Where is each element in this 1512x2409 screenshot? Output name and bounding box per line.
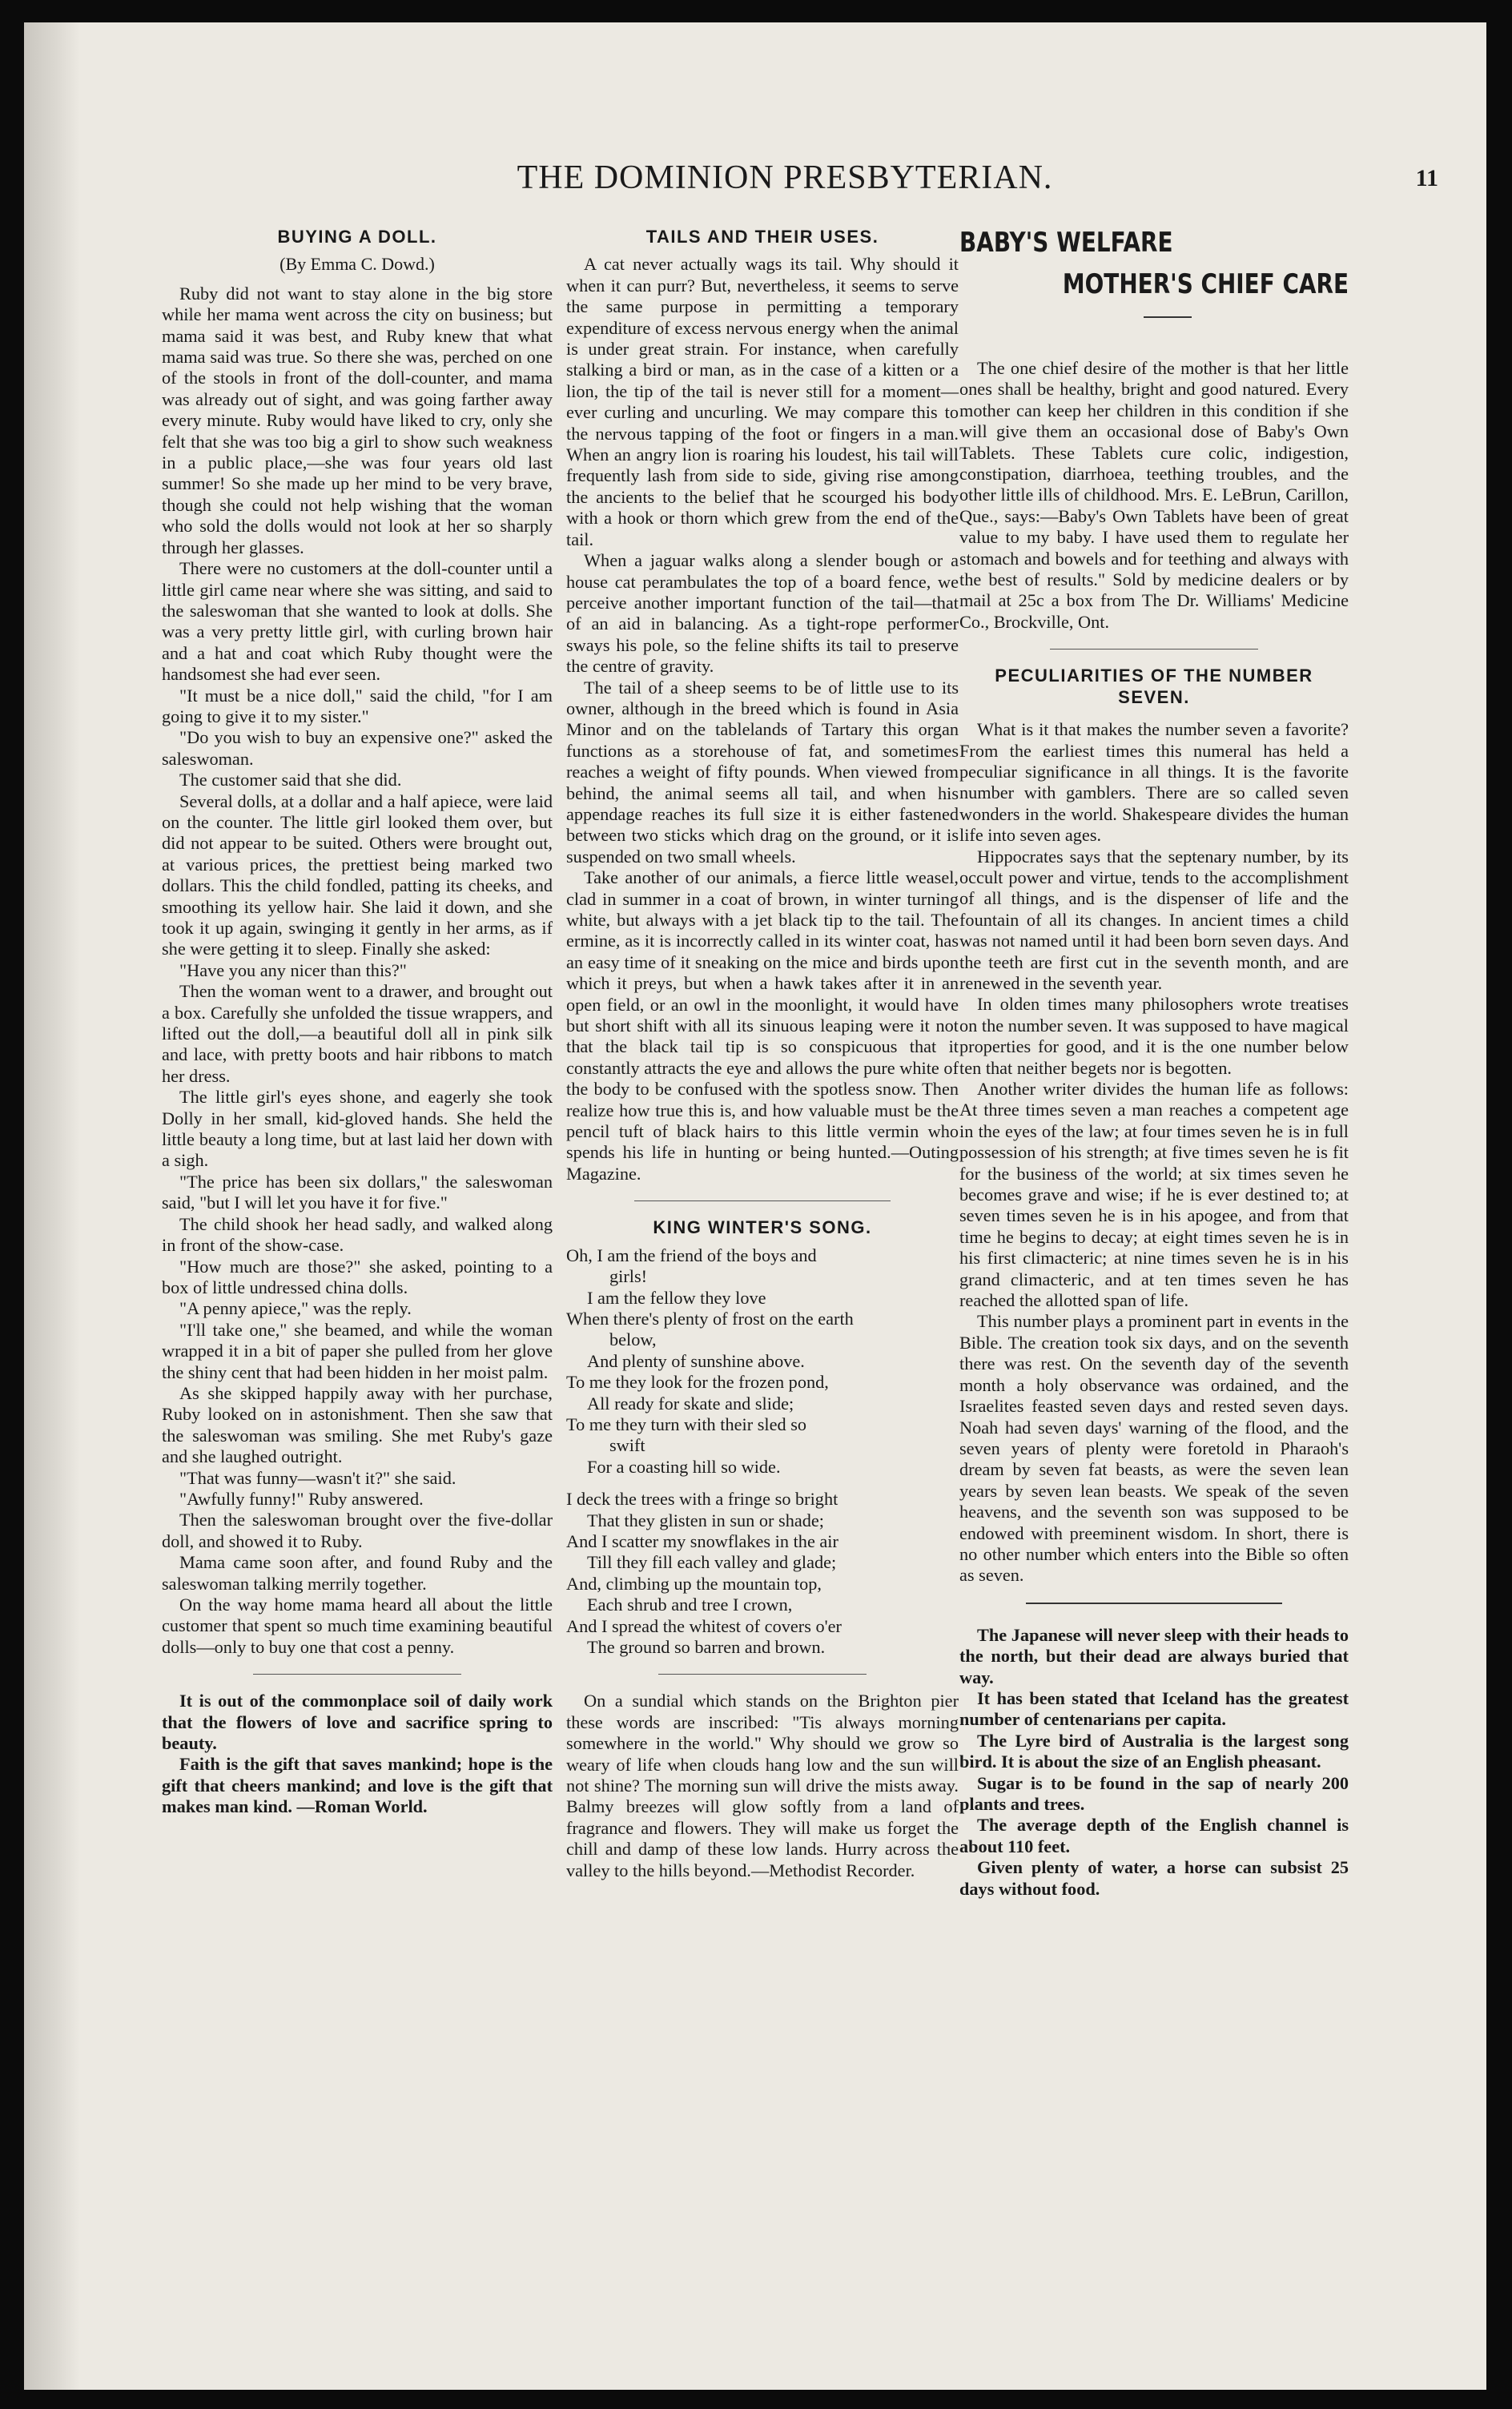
poem-line: And I spread the whitest of covers o'er xyxy=(566,1615,842,1636)
paragraph: A cat never actually wags its tail. Why should it when it can purr? But, nevertheless, it seems to serve the same purpose in permitting a temporary expenditure of excess nervous energy when the animal is under great strain. For instance, when carefully stalking a bird or man, as in the case of a kitten or a lion, the tip of the tail is never still for a moment—ever curling and uncurling. We may compare this to the nervous tapping of the foot or fingers in a man. When an angry lion is roaring his loudest, his tail will frequently lash from side to side, giving rise among the ancients to the belief that he scourged his body with a hook or thorn which grew from the end of the tail. xyxy=(566,254,959,549)
paragraph: Then the saleswoman brought over the five-dollar doll, and showed it to Ruby. xyxy=(162,1510,553,1551)
paragraph: This number plays a prominent part in events in the Bible. The creation took six days, and on the seventh there was rest. On the seventh day of the seventh month a holy observance was ordained, and the Israelites feasted seven days and rested seven days. Noah had seven days' warning of the flood, and the seven years of plenty were foretold in Pharaoh's dream by seven fat beasts, as were the seven lean years by seven lean beasts. We speak of the seven heavens, and the seventh son was supposed to be endowed with preeminent wisdom. In short, there is no other number which enters into the Bible so often as seven. xyxy=(959,1311,1349,1586)
paragraph: The customer said that she did. xyxy=(179,770,402,790)
divider xyxy=(658,1674,867,1675)
poem-line: And, climbing up the mountain top, xyxy=(566,1573,822,1594)
poem-line: When there's plenty of frost on the earth xyxy=(566,1308,854,1329)
paragraph: Given plenty of water, a horse can subsist 25 days without food. xyxy=(959,1857,1349,1899)
paragraph: "How much are those?" she asked, pointing to a box of little undressed china dolls. xyxy=(162,1256,553,1297)
poem-line: And I scatter my snowflakes in the air xyxy=(566,1530,838,1551)
paragraph: Several dolls, at a dollar and a half apiece, were laid on the counter. The little girl looked them over, but did not appear to be suited. Others were brought out, at various prices, the prettiest being marked two dollars. This the child fondled, patting its cheeks, and smoothing its yellow hair. She laid it down, and she took it up again, swinging it gently in her arms, as if she were getting it to sleep. Finally she asked: xyxy=(162,790,553,959)
page-number: 11 xyxy=(1415,165,1438,191)
newspaper-page xyxy=(24,22,1486,2390)
column-baby-and-seven xyxy=(959,227,1349,1900)
paragraph: Another writer divides the human life as follows: At three times seven a man reaches a competent age in the eyes of the law; at four times seven he is in full possession of his strength; at five times seven he is fit for the business of the world; at six times seven he becomes grave and wise; if he is ever destined to; at seven times seven he is in his apogee, and from that time he begins to decay; at eight times seven he is in his first climacteric; at nine times seven he is in his grand climacteric, and at ten times seven he has reached the allotted span of life. xyxy=(959,1079,1349,1311)
closing-quotes xyxy=(162,1691,553,1817)
page-header-title: THE DOMINION PRESBYTERIAN. xyxy=(517,159,1053,196)
paragraph: Ruby did not want to stay alone in the big store while her mama went across the city on business; but mama said it was best, and Ruby knew that what mama said was true. So there she was, perched on one of the stools in front of the doll-counter, and mama was already out of sight, and was going farther away every minute. Ruby would have liked to cry, only she felt that she was too big a girl to show such weakness in a public place,—she was four years old last summer! So she made up her mind to be very brave, though she could not help wishing that the woman who sold the dolls would not look at her so sharply through her glasses. xyxy=(162,283,553,557)
divider xyxy=(1050,649,1258,650)
paragraph: It is out of the commonplace soil of daily work that the flowers of love and sacrifice spring to beauty. xyxy=(162,1691,553,1754)
article-body xyxy=(566,254,959,1184)
sundial-paragraph: On a sundial which stands on the Brighton pier these words are inscribed: "Tis always morning somewhere in the world." Why should we grow so weary of life when clouds hang low and the sun will not shine? The morning sun will drive the mists away. Balmy breezes will glow softly from a land of fragrance and flowers. They will make us forget the chill and damp of these low lands. Hurry across the valley to the hills beyond.—Methodist Recorder. xyxy=(566,1691,959,1880)
paragraph: The tail of a sheep seems to be of little use to its owner, although in the breed which is found in Asia Minor and on the tablelands of Tartary this organ functions as a storehouse of fat, and sometimes reaches a weight of fifty pounds. When viewed from behind, the animal seems all tail, and when his appendage reaches its full size it is either fastened between two sticks which drag on the ground, or it is suspended on two small wheels. xyxy=(566,677,959,867)
poem-line: girls! xyxy=(609,1266,648,1287)
paragraph: Hippocrates says that the septenary number, by its occult power and virtue, tends to the accomplishment of all things, and is the dispenser of life and the fountain of all its changes. In ancient times a child was not named until it had been born seven days. And the teeth are first cut in the seventh month, and are renewed in the seventh year. xyxy=(959,846,1349,993)
poem-title: KING WINTER'S SONG. xyxy=(653,1217,872,1238)
divider xyxy=(253,1674,461,1675)
page-binding-edge xyxy=(24,22,80,2390)
poem-line: To me they look for the frozen pond, xyxy=(566,1372,829,1393)
poem-line: swift xyxy=(609,1435,645,1456)
paragraph: "Do you wish to buy an expensive one?" asked the saleswoman. xyxy=(162,727,553,769)
paragraph: "A penny apiece," was the reply. xyxy=(179,1298,412,1319)
divider xyxy=(634,1200,891,1201)
paragraph: "It must be a nice doll," said the child, "for I am going to give it to my sister." xyxy=(162,685,553,726)
poem-line: Oh, I am the friend of the boys and xyxy=(566,1245,817,1265)
paragraph: What is it that makes the number seven a favorite? From the earliest times this numeral has held a peculiar significance in all things. It is the favorite number with gamblers. There are so called seven wonders in the world. Shakespeare divides the human life into seven ages. xyxy=(959,719,1349,846)
poem-line: Each shrub and tree I crown, xyxy=(587,1595,793,1615)
article-title: PECULIARITIES OF THE NUMBER SEVEN. xyxy=(995,666,1313,707)
paragraph: There were no customers at the doll-counter until a little girl came near where she was sitting, and said to the saleswoman that she wanted to look at dolls. She was a very pretty little girl, with curling brown hair and a hat and coat which Ruby thought were the handsomest she had ever seen. xyxy=(162,558,553,685)
poem-line: To me they turn with their sled so xyxy=(566,1414,807,1434)
paragraph: When a jaguar walks along a slender bough or a house cat perambulates the top of a board fence, we perceive another important function of the tail—that of an aid in balancing. As a tight-rope performer sways his pole, so the feline shifts its tail to preserve the centre of gravity. xyxy=(566,550,959,677)
poem-line: That they glisten in sun or shade; xyxy=(587,1510,824,1530)
ad-title: BABY'S WELFARE xyxy=(959,227,1173,259)
paragraph: The Lyre bird of Australia is the largest song bird. It is about the size of an English pheasant. xyxy=(959,1730,1349,1772)
paragraph: The little girl's eyes shone, and eagerly she took Dolly in her small, kid-gloved hands. She held the little beauty a long time, but at last laid her down with a sigh. xyxy=(162,1087,553,1171)
poem-line: All ready for skate and slide; xyxy=(587,1393,794,1414)
article-title: BUYING A DOLL. xyxy=(277,227,437,247)
poem-line: And plenty of sunshine above. xyxy=(587,1350,805,1371)
ad-body: The one chief desire of the mother is that her little ones shall be healthy, bright and good natured. Every mother can keep her children in this condition if she will give them an occasional dose of Baby's Own Tablets. These Tablets cure colic, indigestion, constipation, diarrhoea, teething troubles, and the other little ills of childhood. Mrs. E. LeBrun, Carillon, Que., says:—Baby's Own Tablets have been of great value to my baby. I have used them to regulate her stomach and bowels and for teething and always with the best of results." Sold by medicine dealers or by mail at 25c a box from The Dr. Williams' Medicine Co., Brockville, Ont. xyxy=(959,358,1349,632)
poem-line: For a coasting hill so wide. xyxy=(587,1456,781,1477)
poem-line: I am the fellow they love xyxy=(587,1287,766,1308)
paragraph: Faith is the gift that saves mankind; hope is the gift that cheers mankind; and love is the gift that makes man kind. —Roman World. xyxy=(162,1754,553,1817)
paragraph: Mama came soon after, and found Ruby and the saleswoman talking merrily together. xyxy=(162,1552,553,1594)
paragraph: The average depth of the English channel is about 110 feet. xyxy=(959,1815,1349,1856)
article-byline: (By Emma C. Dowd.) xyxy=(279,254,435,275)
paragraph: "The price has been six dollars," the saleswoman said, "but I will let you have it for five." xyxy=(162,1171,553,1213)
paragraph: "I'll take one," she beamed, and while the woman wrapped it in a bit of paper she pulled from her glove the shiny cent that had been hidden in her moist palm. xyxy=(162,1319,553,1382)
paragraph: "Have you any nicer than this?" xyxy=(179,959,407,980)
paragraph: On the way home mama heard all about the little customer that spent so much time examining beautiful dolls—only to buy one that cost a penny. xyxy=(162,1595,553,1657)
paragraph: Sugar is to be found in the sap of nearly 200 plants and trees. xyxy=(959,1772,1349,1814)
divider xyxy=(1144,316,1192,318)
paragraph: "That was funny—wasn't it?" she said. xyxy=(179,1467,456,1488)
poem-line: Till they fill each valley and glade; xyxy=(587,1552,837,1573)
poem-body xyxy=(566,1245,959,1659)
article-title: TAILS AND THEIR USES. xyxy=(645,227,879,247)
paragraph: The Japanese will never sleep with their heads to the north, but their dead are always buried that way. xyxy=(959,1624,1349,1687)
poem-line: The ground so barren and brown. xyxy=(587,1637,826,1657)
column-tails xyxy=(566,227,959,1881)
paragraph: Then the woman went to a drawer, and brought out a box. Carefully she unfolded the tissue wrappers, and lifted out the doll,—a beautiful doll all in pink silk and lace, with pretty boots and hair ribbons to match her dress. xyxy=(162,981,553,1086)
paragraph: Take another of our animals, a fierce little weasel, clad in summer in a coat of brown, in winter turning white, but always with a jet black tip to the tail. The ermine, as it is incorrectly called in its winter coat, has an easy time of it sneaking on the mice and birds upon which it preys, but when a hawk takes after it in an open field, or an owl in the moonlight, it would have but short shift with all its sinuous leaping were it not that the black tail tip is so conspicuous that it constantly attracts the eye and allows the pure white of the body to be confused with the spotless snow. Then realize how true this is, and how valuable must be the pencil tuft of black hairs to this little vermin who spends his life in hunting or being hunted.—Outing Magazine. xyxy=(566,867,959,1184)
poem-line: I deck the trees with a fringe so bright xyxy=(566,1489,838,1510)
arrow-divider xyxy=(1026,1603,1282,1604)
paragraph: As she skipped happily away with her purchase, Ruby looked on in astonishment. Then she saw that the saleswoman was smiling. She met Ruby's gaze and she laughed outright. xyxy=(162,1382,553,1467)
ad-subtitle: MOTHER'S CHIEF CARE xyxy=(1062,268,1349,300)
article-body xyxy=(162,284,553,1658)
poem-line xyxy=(566,1478,959,1489)
facts-list xyxy=(959,1625,1349,1900)
paragraph: "Awfully funny!" Ruby answered. xyxy=(179,1488,424,1509)
paragraph: In olden times many philosophers wrote treatises on the number seven. It was supposed to have magical properties for good, and it is the one number below ten that neither begets nor is begotten. xyxy=(959,994,1349,1078)
article-body xyxy=(959,719,1349,1587)
paragraph: It has been stated that Iceland has the greatest number of centenarians per capita. xyxy=(959,1687,1349,1730)
paragraph: The child shook her head sadly, and walked along in front of the show-case. xyxy=(162,1213,553,1256)
poem-line: below, xyxy=(609,1329,657,1350)
column-buying-a-doll xyxy=(162,227,553,1818)
